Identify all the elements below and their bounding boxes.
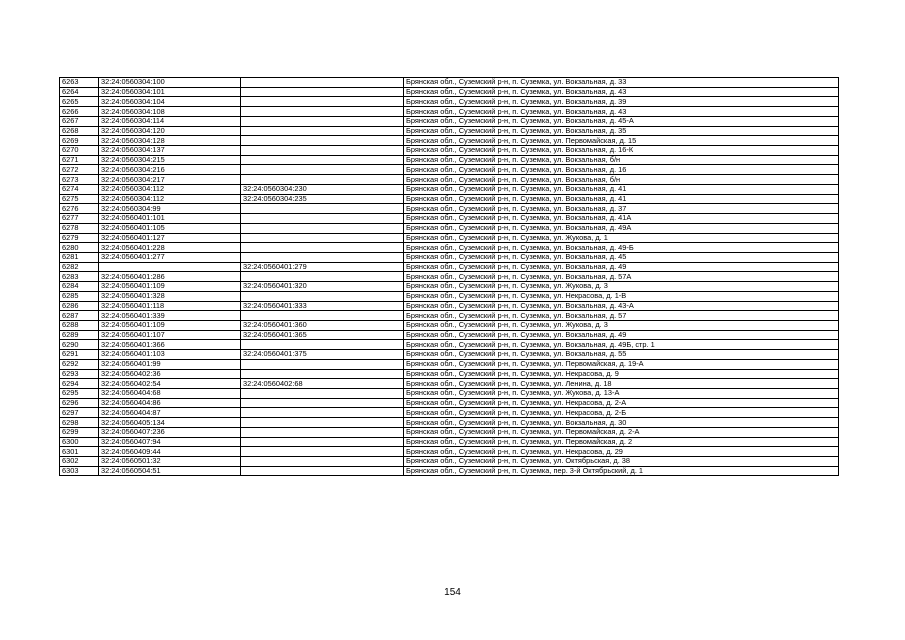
address-cell: Брянская обл., Суземский р-н, п. Суземка, ул. Вокзальная, д. 43-А — [404, 301, 839, 311]
cadastral-number-cell: 32:24:0560401:118 — [99, 301, 241, 311]
row-number-cell: 6274 — [60, 184, 99, 194]
table-row — [60, 379, 839, 389]
table-row — [60, 194, 839, 204]
cadastral-number-cell: 32:24:0560409:44 — [99, 447, 241, 457]
table-row — [60, 311, 839, 321]
related-cadastral-number-cell — [241, 233, 404, 243]
address-cell: Брянская обл., Суземский р-н, п. Суземка, ул. Некрасова, д. 2-А — [404, 398, 839, 408]
cadastral-number-cell: 32:24:0560401:103 — [99, 350, 241, 360]
row-number-cell: 6276 — [60, 204, 99, 214]
cadastral-number-cell: 32:24:0560304:216 — [99, 165, 241, 175]
related-cadastral-number-cell — [241, 418, 404, 428]
cadastral-number-cell: 32:24:0560304:137 — [99, 146, 241, 156]
cadastral-number-cell: 32:24:0560501:32 — [99, 457, 241, 467]
table-row — [60, 282, 839, 292]
related-cadastral-number-cell: 32:24:0560402:68 — [241, 379, 404, 389]
table-row — [60, 447, 839, 457]
related-cadastral-number-cell: 32:24:0560401:365 — [241, 330, 404, 340]
related-cadastral-number-cell — [241, 204, 404, 214]
row-number-cell: 6263 — [60, 78, 99, 88]
related-cadastral-number-cell: 32:24:0560401:333 — [241, 301, 404, 311]
table-row — [60, 136, 839, 146]
row-number-cell: 6275 — [60, 194, 99, 204]
table-row — [60, 301, 839, 311]
address-cell: Брянская обл., Суземский р-н, п. Суземка, ул. Вокзальная, б/н — [404, 155, 839, 165]
address-cell: Брянская обл., Суземский р-н, п. Суземка, ул. Жукова, д. 1 — [404, 233, 839, 243]
address-cell: Брянская обл., Суземский р-н, п. Суземка, ул. Некрасова, д. 1-В — [404, 291, 839, 301]
table-row — [60, 97, 839, 107]
address-cell: Брянская обл., Суземский р-н, п. Суземка, ул. Вокзальная, д. 57 — [404, 311, 839, 321]
row-number-cell: 6298 — [60, 418, 99, 428]
table-row — [60, 175, 839, 185]
address-cell: Брянская обл., Суземский р-н, п. Суземка, ул. Вокзальная, д. 41А — [404, 214, 839, 224]
cadastral-number-cell: 32:24:0560304:114 — [99, 116, 241, 126]
table-row — [60, 330, 839, 340]
table-row — [60, 116, 839, 126]
row-number-cell: 6269 — [60, 136, 99, 146]
row-number-cell: 6279 — [60, 233, 99, 243]
address-cell: Брянская обл., Суземский р-н, п. Суземка, ул. Вокзальная, д. 37 — [404, 204, 839, 214]
row-number-cell: 6287 — [60, 311, 99, 321]
related-cadastral-number-cell — [241, 311, 404, 321]
address-cell: Брянская обл., Суземский р-н, п. Суземка, ул. Жукова, д. 3 — [404, 320, 839, 330]
address-cell: Брянская обл., Суземский р-н, п. Суземка, ул. Жукова, д. 13-А — [404, 389, 839, 399]
related-cadastral-number-cell — [241, 466, 404, 476]
address-cell: Брянская обл., Суземский р-н, п. Суземка, ул. Вокзальная, д. 45 — [404, 252, 839, 262]
table-row — [60, 146, 839, 156]
related-cadastral-number-cell — [241, 243, 404, 253]
property-register-table — [59, 77, 839, 476]
related-cadastral-number-cell — [241, 272, 404, 282]
table-row — [60, 233, 839, 243]
row-number-cell: 6293 — [60, 369, 99, 379]
cadastral-number-cell: 32:24:0560304:99 — [99, 204, 241, 214]
related-cadastral-number-cell: 32:24:0560304:235 — [241, 194, 404, 204]
row-number-cell: 6273 — [60, 175, 99, 185]
row-number-cell: 6280 — [60, 243, 99, 253]
cadastral-number-cell: 32:24:0560402:54 — [99, 379, 241, 389]
related-cadastral-number-cell: 32:24:0560401:320 — [241, 282, 404, 292]
row-number-cell: 6267 — [60, 116, 99, 126]
address-cell: Брянская обл., Суземский р-н, п. Суземка, ул. Первомайская, д. 19-А — [404, 359, 839, 369]
related-cadastral-number-cell — [241, 126, 404, 136]
row-number-cell: 6290 — [60, 340, 99, 350]
cadastral-number-cell: 32:24:0560401:286 — [99, 272, 241, 282]
address-cell: Брянская обл., Суземский р-н, п. Суземка, ул. Вокзальная, д. 43 — [404, 107, 839, 117]
address-cell: Брянская обл., Суземский р-н, п. Суземка, ул. Первомайская, д. 2-А — [404, 427, 839, 437]
table-row — [60, 427, 839, 437]
address-cell: Брянская обл., Суземский р-н, п. Суземка, ул. Жукова, д. 3 — [404, 282, 839, 292]
cadastral-number-cell: 32:24:0560401:127 — [99, 233, 241, 243]
table-row — [60, 214, 839, 224]
table-row — [60, 165, 839, 175]
table-row — [60, 437, 839, 447]
address-cell: Брянская обл., Суземский р-н, п. Суземка, ул. Вокзальная, д. 49А — [404, 223, 839, 233]
related-cadastral-number-cell — [241, 408, 404, 418]
cadastral-number-cell: 32:24:0560304:108 — [99, 107, 241, 117]
related-cadastral-number-cell — [241, 437, 404, 447]
address-cell: Брянская обл., Суземский р-н, п. Суземка, ул. Вокзальная, д. 39 — [404, 97, 839, 107]
table-row — [60, 466, 839, 476]
table-row — [60, 320, 839, 330]
row-number-cell: 6289 — [60, 330, 99, 340]
table-row — [60, 359, 839, 369]
table-body — [60, 78, 839, 476]
table-row — [60, 272, 839, 282]
related-cadastral-number-cell — [241, 223, 404, 233]
cadastral-number-cell: 32:24:0560401:105 — [99, 223, 241, 233]
row-number-cell: 6270 — [60, 146, 99, 156]
cadastral-number-cell: 32:24:0560401:109 — [99, 320, 241, 330]
related-cadastral-number-cell — [241, 369, 404, 379]
cadastral-number-cell: 32:24:0560401:109 — [99, 282, 241, 292]
table-row — [60, 291, 839, 301]
address-cell: Брянская обл., Суземский р-н, п. Суземка, ул. Вокзальная, д. 16 — [404, 165, 839, 175]
cadastral-number-cell: 32:24:0560401:101 — [99, 214, 241, 224]
address-cell: Брянская обл., Суземский р-н, п. Суземка, ул. Вокзальная, б/н — [404, 175, 839, 185]
table-row — [60, 340, 839, 350]
row-number-cell: 6266 — [60, 107, 99, 117]
related-cadastral-number-cell — [241, 155, 404, 165]
row-number-cell: 6294 — [60, 379, 99, 389]
table-row — [60, 223, 839, 233]
row-number-cell: 6268 — [60, 126, 99, 136]
row-number-cell: 6299 — [60, 427, 99, 437]
table-row — [60, 350, 839, 360]
address-cell: Брянская обл., Суземский р-н, п. Суземка, ул. Первомайская, д. 2 — [404, 437, 839, 447]
related-cadastral-number-cell — [241, 252, 404, 262]
row-number-cell: 6284 — [60, 282, 99, 292]
address-cell: Брянская обл., Суземский р-н, п. Суземка, ул. Вокзальная, д. 33 — [404, 78, 839, 88]
address-cell: Брянская обл., Суземский р-н, п. Суземка, ул. Первомайская, д. 15 — [404, 136, 839, 146]
cadastral-number-cell: 32:24:0560401:107 — [99, 330, 241, 340]
table-row — [60, 457, 839, 467]
address-cell: Брянская обл., Суземский р-н, п. Суземка, ул. Вокзальная, д. 55 — [404, 350, 839, 360]
address-cell: Брянская обл., Суземский р-н, п. Суземка, ул. Вокзальная, д. 41 — [404, 194, 839, 204]
table-row — [60, 418, 839, 428]
table-row — [60, 398, 839, 408]
cadastral-number-cell: 32:24:0560407:236 — [99, 427, 241, 437]
row-number-cell: 6301 — [60, 447, 99, 457]
address-cell: Брянская обл., Суземский р-н, п. Суземка, ул. Вокзальная, д. 49 — [404, 262, 839, 272]
row-number-cell: 6285 — [60, 291, 99, 301]
related-cadastral-number-cell — [241, 340, 404, 350]
related-cadastral-number-cell — [241, 116, 404, 126]
cadastral-number-cell: 32:24:0560405:134 — [99, 418, 241, 428]
cadastral-number-cell: 32:24:0560401:328 — [99, 291, 241, 301]
address-cell: Брянская обл., Суземский р-н, п. Суземка, ул. Вокзальная, д. 41 — [404, 184, 839, 194]
related-cadastral-number-cell — [241, 175, 404, 185]
address-cell: Брянская обл., Суземский р-н, п. Суземка, ул. Вокзальная, д. 49-Б — [404, 243, 839, 253]
page-number: 154 — [444, 587, 461, 598]
related-cadastral-number-cell — [241, 97, 404, 107]
row-number-cell: 6272 — [60, 165, 99, 175]
row-number-cell: 6281 — [60, 252, 99, 262]
related-cadastral-number-cell — [241, 398, 404, 408]
row-number-cell: 6300 — [60, 437, 99, 447]
address-cell: Брянская обл., Суземский р-н, п. Суземка, пер. 3-й Октябрьский, д. 1 — [404, 466, 839, 476]
table-row — [60, 155, 839, 165]
related-cadastral-number-cell: 32:24:0560304:230 — [241, 184, 404, 194]
related-cadastral-number-cell — [241, 427, 404, 437]
address-cell: Брянская обл., Суземский р-н, п. Суземка, ул. Вокзальная, д. 16-К — [404, 146, 839, 156]
address-cell: Брянская обл., Суземский р-н, п. Суземка, ул. Октябрьская, д. 38 — [404, 457, 839, 467]
address-cell: Брянская обл., Суземский р-н, п. Суземка, ул. Вокзальная, д. 45-А — [404, 116, 839, 126]
cadastral-number-cell: 32:24:0560304:112 — [99, 194, 241, 204]
table-row — [60, 126, 839, 136]
related-cadastral-number-cell — [241, 214, 404, 224]
cadastral-number-cell: 32:24:0560304:104 — [99, 97, 241, 107]
row-number-cell: 6295 — [60, 389, 99, 399]
address-cell: Брянская обл., Суземский р-н, п. Суземка, ул. Вокзальная, д. 30 — [404, 418, 839, 428]
row-number-cell: 6278 — [60, 223, 99, 233]
related-cadastral-number-cell — [241, 291, 404, 301]
row-number-cell: 6283 — [60, 272, 99, 282]
table-row — [60, 107, 839, 117]
cadastral-number-cell — [99, 262, 241, 272]
cadastral-number-cell: 32:24:0560401:228 — [99, 243, 241, 253]
cadastral-number-cell: 32:24:0560304:101 — [99, 87, 241, 97]
related-cadastral-number-cell — [241, 389, 404, 399]
row-number-cell: 6265 — [60, 97, 99, 107]
cadastral-number-cell: 32:24:0560304:100 — [99, 78, 241, 88]
table-row — [60, 184, 839, 194]
related-cadastral-number-cell — [241, 457, 404, 467]
cadastral-number-cell: 32:24:0560402:36 — [99, 369, 241, 379]
related-cadastral-number-cell — [241, 78, 404, 88]
table-row — [60, 78, 839, 88]
cadastral-number-cell: 32:24:0560407:94 — [99, 437, 241, 447]
cadastral-number-cell: 32:24:0560401:277 — [99, 252, 241, 262]
cadastral-number-cell: 32:24:0560404:86 — [99, 398, 241, 408]
related-cadastral-number-cell — [241, 87, 404, 97]
cadastral-number-cell: 32:24:0560304:120 — [99, 126, 241, 136]
address-cell: Брянская обл., Суземский р-н, п. Суземка, ул. Некрасова, д. 9 — [404, 369, 839, 379]
cadastral-number-cell: 32:24:0560404:87 — [99, 408, 241, 418]
table-row — [60, 369, 839, 379]
related-cadastral-number-cell — [241, 107, 404, 117]
related-cadastral-number-cell — [241, 359, 404, 369]
table-row — [60, 389, 839, 399]
related-cadastral-number-cell — [241, 165, 404, 175]
address-cell: Брянская обл., Суземский р-н, п. Суземка, ул. Вокзальная, д. 57А — [404, 272, 839, 282]
related-cadastral-number-cell — [241, 146, 404, 156]
cadastral-number-cell: 32:24:0560401:339 — [99, 311, 241, 321]
table-row — [60, 262, 839, 272]
address-cell: Брянская обл., Суземский р-н, п. Суземка, ул. Некрасова, д. 29 — [404, 447, 839, 457]
cadastral-number-cell: 32:24:0560304:128 — [99, 136, 241, 146]
cadastral-number-cell: 32:24:0560304:217 — [99, 175, 241, 185]
table-row — [60, 408, 839, 418]
related-cadastral-number-cell — [241, 136, 404, 146]
row-number-cell: 6297 — [60, 408, 99, 418]
cadastral-number-cell: 32:24:0560404:68 — [99, 389, 241, 399]
row-number-cell: 6292 — [60, 359, 99, 369]
address-cell: Брянская обл., Суземский р-н, п. Суземка, ул. Вокзальная, д. 43 — [404, 87, 839, 97]
cadastral-number-cell: 32:24:0560304:112 — [99, 184, 241, 194]
row-number-cell: 6271 — [60, 155, 99, 165]
related-cadastral-number-cell: 32:24:0560401:360 — [241, 320, 404, 330]
cadastral-number-cell: 32:24:0560401:366 — [99, 340, 241, 350]
row-number-cell: 6302 — [60, 457, 99, 467]
address-cell: Брянская обл., Суземский р-н, п. Суземка, ул. Вокзальная, д. 49Б, стр. 1 — [404, 340, 839, 350]
row-number-cell: 6303 — [60, 466, 99, 476]
table-row — [60, 252, 839, 262]
table-row — [60, 204, 839, 214]
row-number-cell: 6296 — [60, 398, 99, 408]
row-number-cell: 6286 — [60, 301, 99, 311]
related-cadastral-number-cell: 32:24:0560401:279 — [241, 262, 404, 272]
address-cell: Брянская обл., Суземский р-н, п. Суземка, ул. Ленина, д. 18 — [404, 379, 839, 389]
table-row — [60, 87, 839, 97]
row-number-cell: 6264 — [60, 87, 99, 97]
row-number-cell: 6282 — [60, 262, 99, 272]
address-cell: Брянская обл., Суземский р-н, п. Суземка, ул. Некрасова, д. 2-Б — [404, 408, 839, 418]
row-number-cell: 6288 — [60, 320, 99, 330]
row-number-cell: 6291 — [60, 350, 99, 360]
cadastral-number-cell: 32:24:0560304:215 — [99, 155, 241, 165]
related-cadastral-number-cell: 32:24:0560401:375 — [241, 350, 404, 360]
address-cell: Брянская обл., Суземский р-н, п. Суземка, ул. Вокзальная, д. 35 — [404, 126, 839, 136]
table-row — [60, 243, 839, 253]
row-number-cell: 6277 — [60, 214, 99, 224]
cadastral-number-cell: 32:24:0560401:99 — [99, 359, 241, 369]
address-cell: Брянская обл., Суземский р-н, п. Суземка, ул. Вокзальная, д. 49 — [404, 330, 839, 340]
related-cadastral-number-cell — [241, 447, 404, 457]
cadastral-number-cell: 32:24:0560504:51 — [99, 466, 241, 476]
